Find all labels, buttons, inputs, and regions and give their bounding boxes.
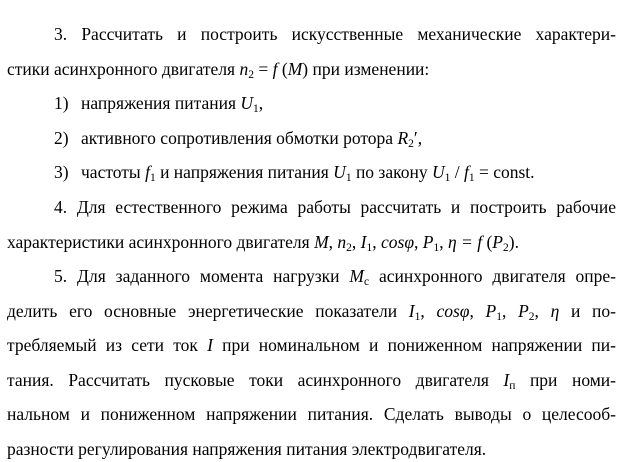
list-item: 1) напряжения питания $U_1$, bbox=[54, 93, 264, 115]
list-item: 2) активного сопротивления обмотки ротора $R_2'$, bbox=[54, 128, 423, 150]
section-3-line-2: стики асинхронного двигателя $n_2 = f$ (M) при изменении: bbox=[7, 59, 430, 81]
section-3-line-1: 3. Рассчитать и построить искусственные механические характери- bbox=[54, 24, 616, 44]
section-5-line-6: разности регулирования напряжения питания электродвигателя. bbox=[7, 439, 487, 459]
section-5-line-5: нальном и пониженном напряжении питания. Сделать выводы о целесооб- bbox=[7, 404, 616, 424]
section-5-line-2: делить его основные энергетические показатели $I_1$, cosφ, $P_1$, $P_2$, η и по- bbox=[7, 301, 616, 323]
section-5-line-4: тания. Рассчитать пусковые токи асинхронного двигателя $I_п$ при номи- bbox=[7, 370, 617, 392]
section-5-line-3: требляемый из сети ток I при номинальном и пониженном напряжении пи- bbox=[7, 335, 616, 355]
section-4-line-1: 4. Для естественного режима работы рассчитать и построить рабочие bbox=[54, 197, 616, 217]
section-5-line-1: 5. Для заданного момента нагрузки $M_c$ асинхронного двигателя опре- bbox=[54, 266, 616, 288]
list-item: 3) частоты $f_1$ и напряжения питания $U_1$ по закону $U_1 / f_1$ = const. bbox=[54, 162, 535, 184]
section-4-line-2: характеристики асинхронного двигателя M, $n_2$, $I_1$, cosφ, $P_1$, η = f $(P_2)$. bbox=[7, 232, 519, 254]
